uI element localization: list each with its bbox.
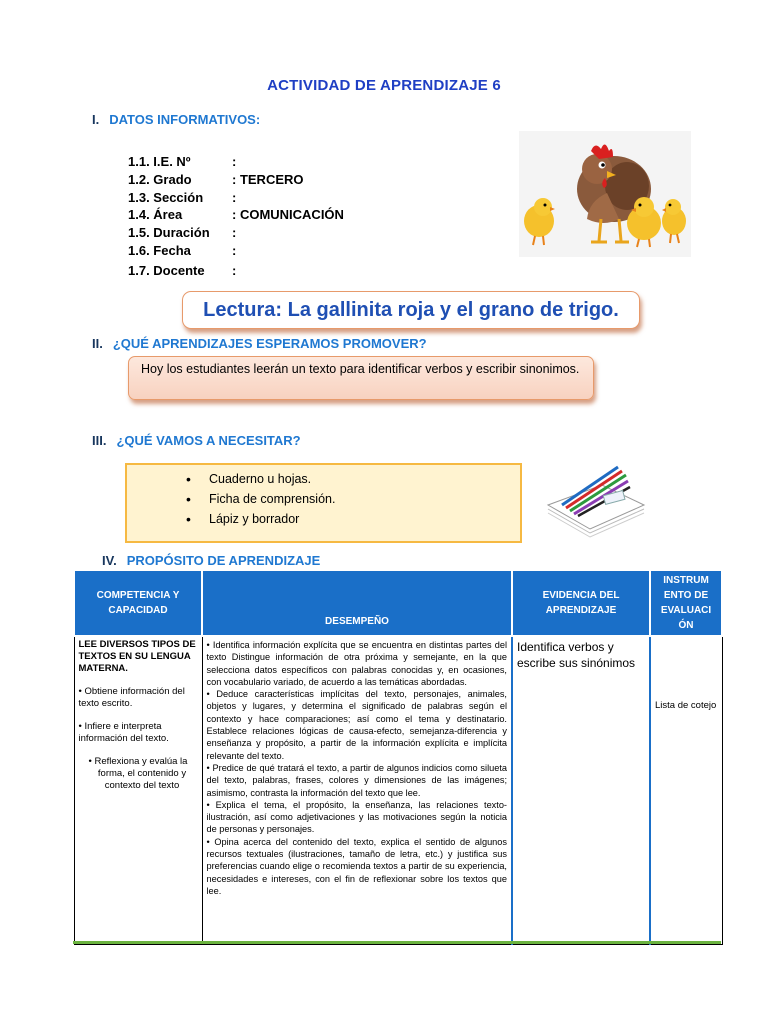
instrumento-cell	[650, 636, 722, 944]
info-value: :	[232, 190, 237, 205]
section-label: DATOS INFORMATIVOS:	[109, 112, 261, 127]
section-label: PROPÓSITO DE APRENDIZAJE	[126, 553, 321, 568]
competencia-title: LEE DIVERSOS TIPOS DE TEXTOS EN SU LENGUA MATERNA.	[78, 639, 196, 674]
section-datos-heading	[92, 112, 260, 127]
purpose-box: Hoy los estudiantes leerán un texto para identificar verbos y escribir sinonimos.	[128, 356, 594, 400]
section-label: ¿QUÉ APRENDIZAJES ESPERAMOS PROMOVER?	[112, 336, 427, 351]
section-label: ¿QUÉ VAMOS A NECESITAR?	[116, 433, 301, 448]
purpose-table	[73, 569, 723, 945]
info-label: 1.4. Área	[128, 207, 183, 222]
table-bottom-border	[73, 941, 721, 944]
reading-title: Lectura: La gallinita roja y el grano de trigo.	[203, 299, 619, 321]
competencia-cell	[74, 636, 202, 944]
info-label: 1.5. Duración	[128, 225, 210, 240]
reading-title-box	[182, 291, 640, 329]
list-item: • Reflexiona y evalúa la forma, el contenido y contexto del texto	[88, 756, 188, 791]
info-label: 1.2. Grado	[128, 172, 192, 187]
info-row-area	[128, 207, 344, 225]
info-value: :	[232, 263, 237, 278]
info-value: :	[232, 154, 237, 169]
info-label: 1.6. Fecha	[128, 243, 191, 258]
section-number: IV.	[102, 553, 117, 568]
materials-box	[125, 463, 522, 543]
list-item: • Infiere e interpreta información del texto.	[78, 721, 169, 744]
info-row-grado	[128, 172, 304, 190]
table-row	[74, 636, 722, 944]
list-item: • Deduce características implícitas del texto, personajes, animales, objetos y lugares, y determina el significado de palabras según el contexto y hace comparaciones; así como el tema y destinatario. Establece relaciones lógicas de causa-efecto, semejanza-diferencia y enseñanza y propósito, a partir de la información explícita e implícita relevante del texto.	[206, 689, 507, 761]
info-row-fecha	[128, 243, 236, 261]
section-proposito-heading	[102, 553, 320, 568]
list-item: • Obtiene información del texto escrito.	[78, 686, 185, 709]
info-row-seccion	[128, 190, 236, 208]
list-item: • Cuaderno u hojas.	[209, 469, 520, 489]
info-label: 1.1. I.E. Nº	[128, 154, 191, 169]
info-row-ie	[128, 154, 236, 172]
header-competencia: COMPETENCIA Y CAPACIDAD	[74, 570, 202, 636]
instrumento-text: Lista de cotejo	[655, 700, 717, 711]
info-value: :	[232, 225, 237, 240]
hen-icon	[519, 131, 691, 257]
info-label: 1.3. Sección	[128, 190, 204, 205]
list-item: • Explica el tema, el propósito, la enseñanza, las relaciones texto-ilustración, así como adjetivaciones y las motivaciones según la noticia de personas y personajes.	[206, 799, 507, 835]
info-value: : TERCERO	[232, 172, 304, 187]
info-label: 1.7. Docente	[128, 263, 205, 278]
pencils-illustration	[540, 453, 650, 545]
info-row-docente	[128, 263, 236, 281]
info-row-duracion	[128, 225, 236, 243]
header-desempeno: DESEMPEÑO	[202, 570, 512, 636]
section-number: II.	[92, 336, 103, 351]
list-item: • Lápiz y borrador	[209, 509, 520, 529]
list-item: • Predice de qué tratará el texto, a partir de algunos indicios como silueta del texto, palabras, frases, colores y dimensiones de las imágenes; asimismo, contrasta la información del texto que lee.	[206, 762, 507, 798]
section-aprendizajes-heading	[92, 336, 427, 351]
pencils-icon	[540, 453, 650, 545]
section-necesitar-heading	[92, 433, 301, 448]
desempeno-cell	[202, 636, 512, 944]
hen-illustration	[519, 131, 691, 257]
info-value: : COMUNICACIÓN	[232, 207, 344, 222]
list-item: • Ficha de comprensión.	[209, 489, 520, 509]
header-instrumento: INSTRUM ENTO DE EVALUACI ÓN	[650, 570, 722, 636]
list-item: • Identifica información explícita que se encuentra en distintas partes del texto Distingue información de otra próxima y semejante, en la que selecciona datos específicos con palabras conocidas y, en ocasiones, con vocabulario variado, de acuerdo a las temáticas abordadas.	[206, 640, 507, 687]
header-evidencia: EVIDENCIA DEL APRENDIZAJE	[512, 570, 650, 636]
table-header-row	[74, 570, 722, 636]
evidencia-cell: Identifica verbos y escribe sus sinónimos	[512, 636, 650, 944]
list-item: • Opina acerca del contenido del texto, explica el sentido de algunos recursos textuales (ilustraciones, tamaño de letra, etc.) y justifica sus preferencias cuando elige o recomienda textos a partir de su experiencia, necesidades e intereses, con el fin de reflexionar sobre los textos que lee.	[206, 836, 507, 896]
section-number: I.	[92, 112, 100, 127]
page-title: ACTIVIDAD DE APRENDIZAJE 6	[267, 77, 501, 94]
section-number: III.	[92, 433, 107, 448]
materials-list	[127, 465, 520, 529]
info-value: :	[232, 243, 237, 258]
